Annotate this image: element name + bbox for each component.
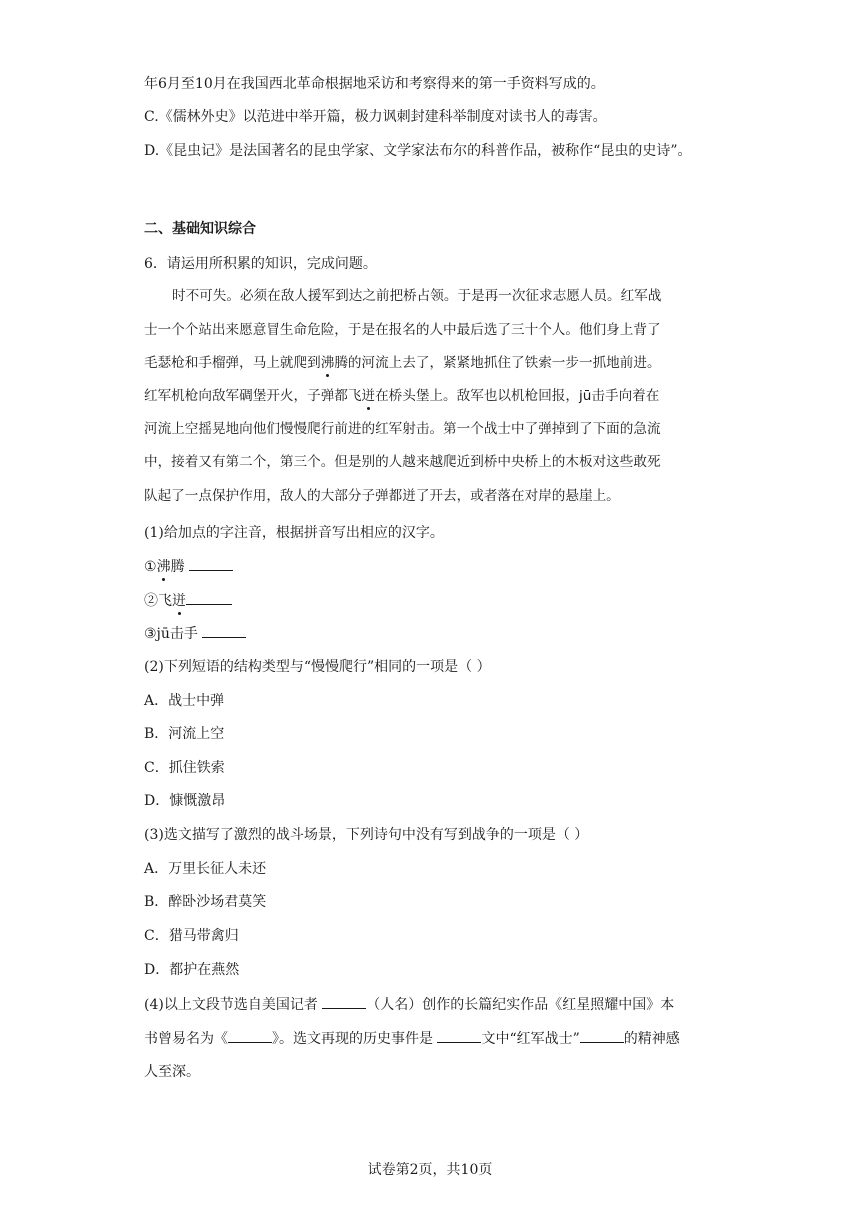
- answer-blank[interactable]: [322, 994, 366, 1009]
- option-b-continuation: 年6月至10月在我国西北革命根据地采访和考察得来的第一手资料写成的。: [144, 76, 605, 92]
- sub-1-item-1: ①沸腾: [144, 556, 233, 577]
- sub-2-option-d: D．慷慨激昂: [144, 793, 226, 809]
- dotted-char: 迸: [361, 388, 376, 404]
- passage-line: 河流上空摇晃地向他们慢慢爬行前进的红军射击。第一个战士中了弹掉到了下面的急流: [144, 421, 661, 437]
- option-d: D.《昆虫记》是法国著名的昆虫学家、文学家法布尔的科普作品，被称作“昆虫的史诗”。: [144, 143, 692, 159]
- page-footer: 试卷第2页，共10页: [367, 1162, 493, 1178]
- answer-blank[interactable]: [580, 1028, 624, 1043]
- sub-1-item-3: ③jū击手: [144, 623, 246, 644]
- sub-question-2: (2)下列短语的结构类型与“慢慢爬行”相同的一项是（ ）: [144, 659, 491, 675]
- passage-line: 士一个个站出来愿意冒生命危险，于是在报名的人中最后选了三十个人。他们身上背了: [144, 322, 661, 338]
- section-heading: 二、基础知识综合: [144, 221, 256, 237]
- sub-question-4-line-2: 书曾易名为《 》。选文再现的历史事件是 文中“红军战士” 的精神感: [144, 1028, 680, 1049]
- answer-blank[interactable]: [437, 1028, 481, 1043]
- sub-question-4-line-1: (4)以上文段节选自美国记者 （人名）创作的长篇纪实作品《红星照耀中国》本: [144, 994, 674, 1015]
- answer-blank[interactable]: [186, 590, 232, 605]
- sub-2-option-a: A．战士中弹: [144, 693, 225, 709]
- passage-line: 中，接着又有第二个，第三个。但是别的人越来越爬近到桥中央桥上的木板对这些敢死: [144, 454, 661, 470]
- question-6-stem: 6．请运用所积累的知识，完成问题。: [144, 256, 377, 272]
- answer-blank[interactable]: [189, 556, 233, 571]
- sub-3-option-a: A．万里长征人未还: [144, 861, 267, 877]
- answer-blank[interactable]: [202, 623, 246, 638]
- sub-3-option-b: B．醉卧沙场君莫笑: [144, 894, 267, 910]
- passage-line: 毛瑟枪和手榴弹，马上就爬到沸腾的河流上去了，紧紧地抓住了铁索一步一抓地前进。: [144, 355, 661, 371]
- sub-question-4-line-3: 人至深。: [144, 1064, 200, 1080]
- sub-3-option-d: D．都护在燕然: [144, 962, 240, 978]
- sub-2-option-b: B．河流上空: [144, 726, 225, 742]
- option-c: C.《儒林外史》以范进中举开篇，极力讽刺封建科举制度对读书人的毒害。: [144, 109, 607, 125]
- passage-line: 红军机枪向敌军碉堡开火，子弹都飞迸在桥头堡上。敌军也以机枪回报，jū击手向着在: [144, 388, 660, 404]
- dotted-char: 沸: [320, 355, 335, 371]
- sub-question-3: (3)选文描写了激烈的战斗场景，下列诗句中没有写到战争的一项是（ ）: [144, 827, 589, 843]
- sub-3-option-c: C．猎马带禽归: [144, 928, 239, 944]
- answer-blank[interactable]: [228, 1028, 272, 1043]
- sub-1-item-2: ②飞迸: [144, 590, 232, 611]
- passage-line: 时不可失。必须在敌人援军到达之前把桥占领。于是再一次征求志愿人员。红军战: [172, 288, 662, 304]
- sub-2-option-c: C．抓住铁索: [144, 760, 225, 776]
- sub-question-1: (1)给加点的字注音，根据拼音写出相应的汉字。: [144, 525, 444, 541]
- passage-line: 队起了一点保护作用，敌人的大部分子弹都迸了开去，或者落在对岸的悬崖上。: [144, 488, 620, 504]
